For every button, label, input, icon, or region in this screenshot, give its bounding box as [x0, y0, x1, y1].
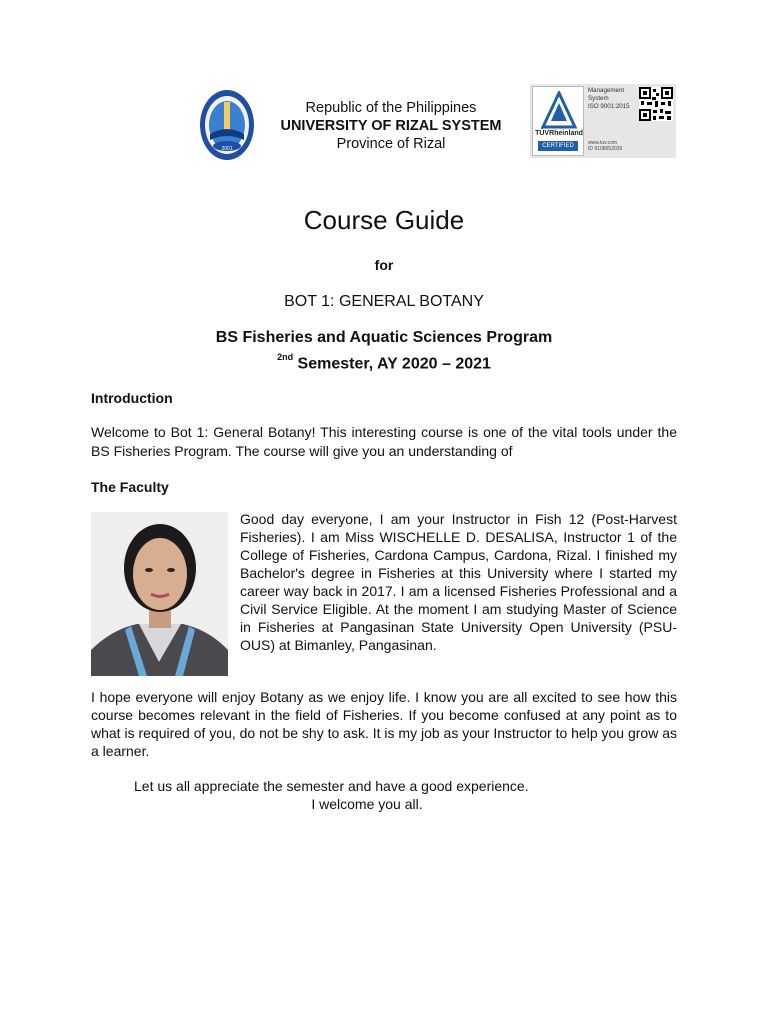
- closing-line-2: I welcome you all.: [311, 796, 423, 812]
- cert-line-3: ISO 9001:2015: [588, 103, 630, 110]
- cert-info: [588, 87, 630, 111]
- for-label: for: [374, 257, 394, 273]
- closing-paragraph: I hope everyone will enjoy Botany as we enjoy life. I know you are all excited to see how this course becomes relevant in the field of Fisheries. If you become confused at any point as to what is required of you, do not be shy to ask. It is my job as your Instructor to help you grow as a learner.: [91, 689, 677, 759]
- page-title: Course Guide: [303, 205, 465, 235]
- header-country: Republic of the Philippines: [305, 100, 477, 116]
- cert-details: [588, 140, 622, 152]
- course-name: BOT 1: GENERAL BOTANY: [284, 293, 484, 310]
- faculty-heading: The Faculty: [91, 479, 169, 495]
- introduction-heading: Introduction: [91, 390, 173, 406]
- header-university: UNIVERSITY OF RIZAL SYSTEM: [280, 118, 502, 134]
- semester-ordinal: 2nd: [277, 352, 294, 362]
- semester-text: Semester, AY 2020 – 2021: [293, 355, 491, 373]
- closing-line-1: Let us all appreciate the semester and have a good experience.: [134, 778, 529, 794]
- program-name: BS Fisheries and Aquatic Sciences Program: [215, 329, 553, 346]
- header-province: Province of Rizal: [336, 136, 446, 152]
- tuv-triangle-icon: [541, 91, 577, 129]
- qr-code-icon: [639, 87, 673, 121]
- certified-label: CERTIFIED: [538, 141, 578, 151]
- tuv-logo: [532, 86, 584, 156]
- cert-url: www.tuv.com: [588, 140, 618, 146]
- cert-line-2: System: [588, 95, 609, 102]
- svg-text:2001: 2001: [221, 146, 233, 152]
- tuv-brand: TÜVRheinland: [535, 130, 583, 137]
- iso-certification-badge: [530, 84, 676, 158]
- semester-line: [0, 349, 768, 374]
- university-seal-icon: [198, 88, 256, 162]
- cert-line-1: Management: [588, 87, 625, 94]
- cert-id: ID 9108652029: [588, 146, 623, 152]
- introduction-paragraph: Welcome to Bot 1: General Botany! This interesting course is one of the vital tools under the BS Fisheries Program. The course will give you an understanding of: [91, 424, 677, 459]
- instructor-photo: [91, 512, 228, 676]
- faculty-paragraph: Good day everyone, I am your Instructor in Fish 12 (Post-Harvest Fisheries). I am Miss WISCHELLE D. DESALISA, Instructor 1 of the College of Fisheries, Cardona Campus, Cardona, Rizal. I finished my Bachelor's degree in Fisheries at this University where I started my career way back in 2017. I am a licensed Fisheries Professional and a Civil Service Eligible. At the moment I am studying Master of Science in Fisheries at Pangasinan State University Open University (PSU-OUS) at Bimanley, Pangasinan.: [240, 511, 677, 653]
